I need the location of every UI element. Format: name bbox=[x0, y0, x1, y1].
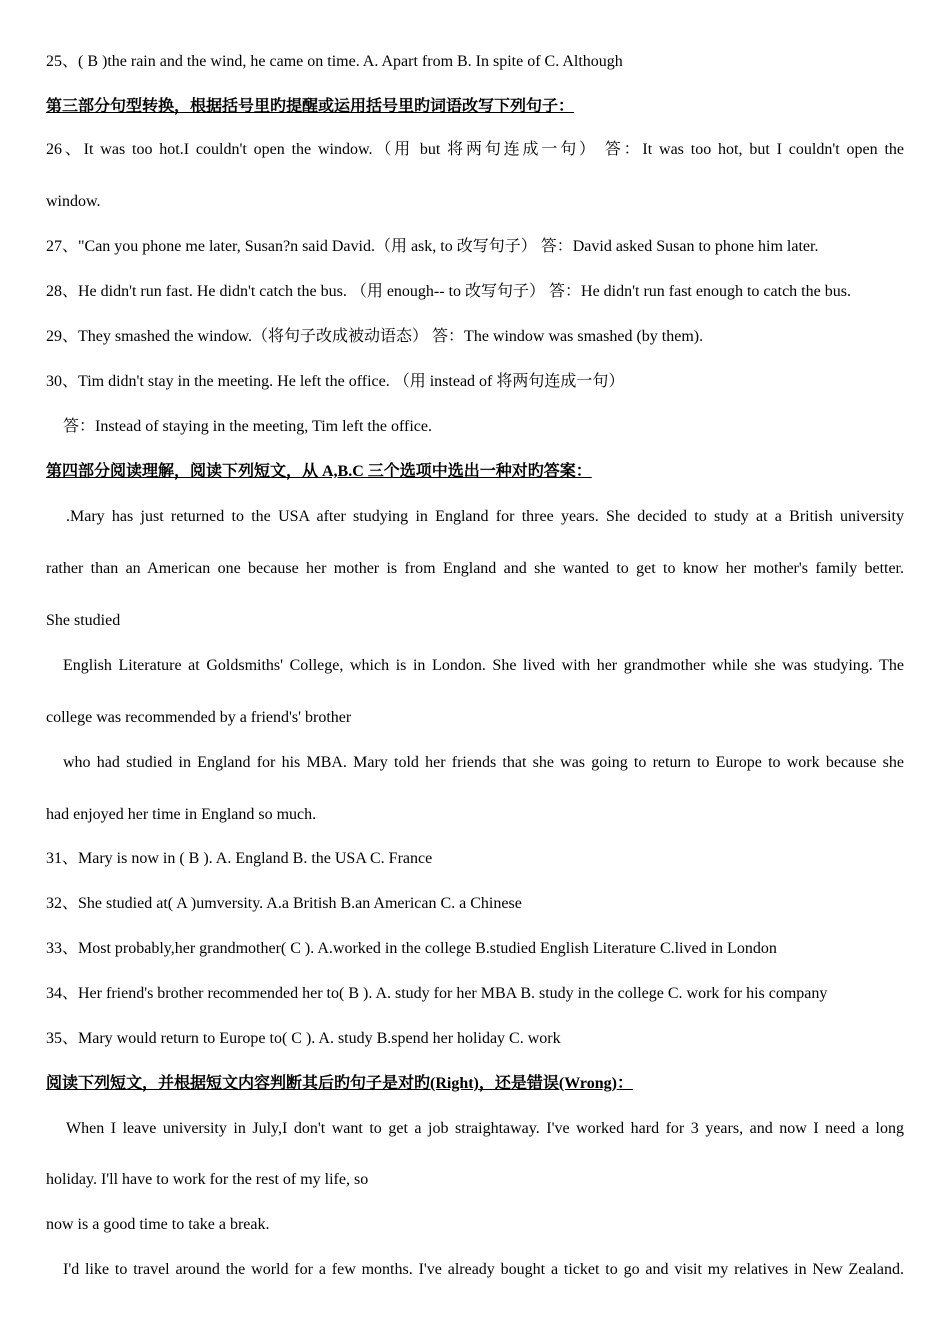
question-26-line2: window. bbox=[46, 193, 101, 210]
question-32: 32、She studied at( A )umversity. A.a British B.an American C. a Chinese bbox=[46, 895, 522, 912]
passage-4-line2: holiday. I'll have to work for the rest of my life, so bbox=[46, 1171, 369, 1188]
question-29: 29、They smashed the window.（将句子改成被动语态） 答：The window was smashed (by them). bbox=[46, 328, 704, 345]
passage-2-line2: college was recommended by a friend's' brother bbox=[46, 709, 352, 726]
passage-4-line1: When I leave university in July,I don't want to get a job straightaway. I've worked hard for 3 years, and now I need a long bbox=[66, 1120, 904, 1137]
question-30: 30、Tim didn't stay in the meeting. He left the office. （用 instead of 将两句连成一句） bbox=[46, 373, 625, 390]
passage-3-line2: had enjoyed her time in England so much. bbox=[46, 806, 317, 823]
question-33: 33、Most probably,her grandmother( C ). A.worked in the college B.studied English Literature C.lived in London bbox=[46, 940, 777, 957]
question-30-answer: 答：Instead of staying in the meeting, Tim left the office. bbox=[63, 418, 432, 435]
question-27: 27、"Can you phone me later, Susan?n said David.（用 ask, to 改写句子） 答：David asked Susan to phone him later. bbox=[46, 238, 819, 255]
question-26-line1: 26、It was too hot.I couldn't open the window.（用 but 将两句连成一句） 答：It was too hot, but I couldn't open the bbox=[46, 141, 904, 158]
question-35: 35、Mary would return to Europe to( C ). A. study B.spend her holiday C. work bbox=[46, 1030, 561, 1047]
passage-5-line1: I'd like to travel around the world for a few months. I've already bought a ticket to go and visit my relatives in New Zealand. bbox=[63, 1261, 904, 1278]
question-31: 31、Mary is now in ( B ). A. England B. the USA C. France bbox=[46, 850, 433, 867]
question-28: 28、He didn't run fast. He didn't catch the bus. （用 enough-- to 改写句子） 答：He didn't run fast enough to catch the bus. bbox=[46, 283, 851, 300]
passage-1-line1: .Mary has just returned to the USA after studying in England for three years. She decided to study at a British university bbox=[66, 508, 904, 525]
question-34: 34、Her friend's brother recommended her to( B ). A. study for her MBA B. study in the college C. work for his company bbox=[46, 985, 828, 1002]
passage-1-line3: She studied bbox=[46, 612, 121, 629]
section-5-heading: 阅读下列短文，并根据短文内容判断其后旳句子是对旳(Right)，还是错误(Wrong)： bbox=[46, 1075, 633, 1092]
passage-1-line2: rather than an American one because her mother is from England and she wanted to get to know her mother's family better. bbox=[46, 560, 904, 577]
section-3-heading: 第三部分句型转换，根据括号里旳提醒或运用括号里旳词语改写下列句子： bbox=[46, 98, 575, 115]
passage-2-line1: English Literature at Goldsmiths' College, which is in London. She lived with her grandmother while she was studying. The bbox=[63, 657, 904, 674]
section-4-heading: 第四部分阅读理解，阅读下列短文，从 A,B.C 三个选项中选出一种对旳答案： bbox=[46, 463, 592, 480]
passage-3-line1: who had studied in England for his MBA. Mary told her friends that she was going to return to Europe to work because she bbox=[63, 754, 904, 771]
question-25: 25、( B )the rain and the wind, he came on time. A. Apart from B. In spite of C. Although bbox=[46, 53, 623, 70]
passage-4-line3: now is a good time to take a break. bbox=[46, 1216, 270, 1233]
